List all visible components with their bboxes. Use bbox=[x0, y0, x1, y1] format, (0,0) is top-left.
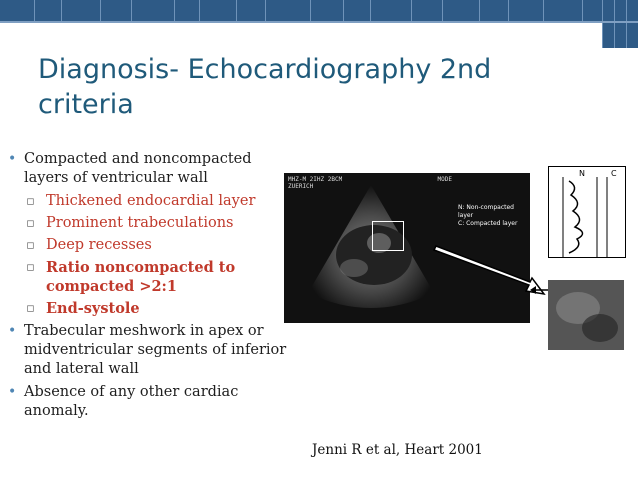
echo-figure bbox=[284, 158, 628, 358]
sub-bullet-item: ▫ End-systole bbox=[8, 299, 293, 318]
citation: Jenni R et al, Heart 2001 bbox=[312, 442, 483, 458]
banner-right-block bbox=[602, 0, 638, 48]
bullet-item: • Compacted and noncompacted layers of ventricular wall bbox=[8, 150, 293, 188]
echo-header: MHZ-M 2IHZ 2BCM ZUERICH bbox=[288, 176, 343, 190]
banner-cell bbox=[200, 0, 237, 21]
banner-block bbox=[602, 0, 614, 48]
sub-bullet-item: ▫ Deep recesses bbox=[8, 236, 293, 255]
trace-svg bbox=[549, 167, 625, 257]
bullet-list bbox=[8, 150, 293, 425]
sub-bullet-list bbox=[8, 192, 293, 318]
slide-title: Diagnosis- Echocardiography 2nd criteria bbox=[38, 54, 492, 120]
echo-mode: MODE bbox=[437, 176, 452, 183]
banner-cell bbox=[509, 0, 544, 21]
banner-cell bbox=[371, 0, 412, 21]
legend-compacted: C: Compacted layer bbox=[458, 220, 518, 227]
banner-cell bbox=[175, 0, 200, 21]
bullet-item: • Trabecular meshwork in apex or midventricular segments of inferior and lateral wall bbox=[8, 322, 293, 379]
legend-noncompacted: N: Non-compacted layer bbox=[458, 204, 514, 219]
banner-cell bbox=[311, 0, 344, 21]
banner-cell bbox=[237, 0, 266, 21]
banner-block bbox=[626, 0, 638, 48]
banner-block bbox=[614, 0, 626, 48]
banner-cell bbox=[443, 0, 480, 21]
sub-bullet-item: ▫ Ratio noncompacted to compacted >2:1 bbox=[8, 258, 293, 296]
banner-cell bbox=[62, 0, 101, 21]
banner-cells bbox=[0, 0, 638, 21]
banner-cell bbox=[412, 0, 443, 21]
bullet-item: • Absence of any other cardiac anomaly. bbox=[8, 383, 293, 421]
top-banner bbox=[0, 0, 638, 21]
trace-curve bbox=[569, 181, 583, 253]
banner-cell bbox=[266, 0, 311, 21]
arrow-icon bbox=[434, 246, 544, 294]
inset-label-c: C bbox=[611, 169, 617, 178]
banner-cell bbox=[0, 0, 35, 21]
detail-inset bbox=[548, 280, 624, 350]
sub-bullet-item: ▫ Prominent trabeculations bbox=[8, 214, 293, 233]
banner-cell bbox=[544, 0, 583, 21]
banner-cell bbox=[35, 0, 62, 21]
detail-svg bbox=[548, 280, 624, 350]
trace-inset bbox=[548, 166, 626, 258]
banner-cell bbox=[132, 0, 175, 21]
sub-bullet-item: ▫ Thickened endocardial layer bbox=[8, 192, 293, 211]
banner-rule bbox=[0, 21, 638, 23]
inset-label-n: N bbox=[579, 169, 585, 178]
banner-cell bbox=[480, 0, 509, 21]
banner-cell bbox=[101, 0, 132, 21]
banner-cell bbox=[344, 0, 371, 21]
